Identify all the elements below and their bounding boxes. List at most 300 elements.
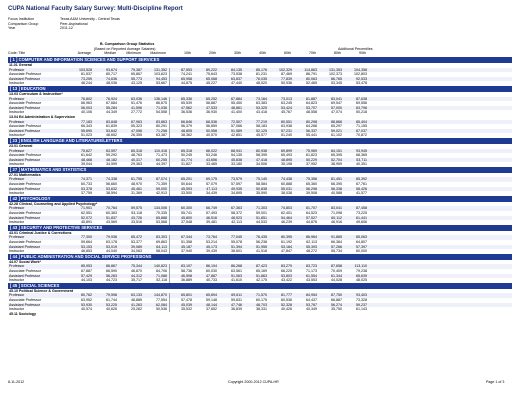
salary-cell: 53,930 [81,302,92,307]
salary-cell: 55,284 [106,105,117,110]
salary-cell: 85,953 [81,264,92,269]
column-label: 90th [359,51,366,56]
salary-cell: 37,952 [306,162,317,167]
salary-cell: 55,393 [306,244,317,249]
salary-cell: 86,964 [306,235,317,240]
rank-label: Assistant Professor [9,128,40,133]
discipline-title: 45.11 Sociology [9,311,36,316]
column-label: 40th [259,51,266,56]
salary-cell: 77,045 [231,235,242,240]
salary-cell: 75,140 [256,177,267,182]
salary-cell: 55,741 [169,211,194,216]
salary-cell: 76,802 [81,96,92,101]
column-header [8,42,512,56]
salary-cell: 25,262 [131,307,142,312]
salary-cell: 50,536 [156,307,167,312]
salary-cell: 61,744 [106,297,117,302]
salary-cell: 34,895 [231,191,242,196]
salary-cell: 47,533 [206,105,217,110]
salary-cell: 47,562 [169,106,194,111]
salary-cell: 53,667 [156,81,167,86]
salary-cell: 40,317 [131,157,142,162]
salary-cell: 83,279 [281,264,292,269]
section-header: [ 45 ] SOCIAL SCIENCES [8,283,512,289]
salary-cell: 63,383 [256,101,267,106]
rank-label: Professor [9,264,25,269]
salary-cell: 65,252 [206,96,217,101]
salary-cell: 81,777 [281,293,292,298]
salary-cell: 40,426 [281,307,292,312]
meta-key: Year [8,26,16,31]
salary-cell: 55,690 [81,128,92,133]
salary-cell: 39,508 [306,191,317,196]
salary-cell: 56,274 [331,302,342,307]
salary-cell: 79,598 [106,293,117,298]
salary-cell: 87,469 [281,72,292,77]
salary-cell: 85,176 [256,67,267,72]
salary-cell: 48,558 [306,110,317,115]
salary-cell: 89,222 [206,67,217,72]
meta-value: 2011-12 [60,26,73,31]
meta-key: Comparison Group [8,21,39,26]
rank-label: Assistant Professor [9,244,40,249]
salary-cell: 79,387 [131,67,142,72]
salary-cell: 80,762 [81,293,92,298]
rank-label: Professor [9,177,25,182]
salary-cell: 45,187 [169,245,194,250]
salary-cell: 48,520 [256,81,267,86]
salary-cell: 53,377 [131,240,142,244]
salary-cell: 48,523 [231,215,242,220]
salary-cell: 45,173 [206,244,217,249]
salary-cell: 45,593 [169,187,194,192]
rank-label: Assistant Professor [9,215,40,220]
salary-cell: 63,796 [356,105,367,110]
salary-cell: 65,888 [156,215,167,220]
salary-cell: 144,870 [154,293,167,298]
salary-cell: 55,773 [131,76,142,81]
salary-cell: 53,118 [131,211,142,216]
column-label: Maximum [150,51,166,56]
salary-cell: 65,318 [131,148,142,153]
salary-cell: 47,113 [206,186,217,191]
salary-cell: 41,774 [169,158,194,163]
discipline-title: 43.01 Criminal Justice & Corrections [9,230,72,235]
column-label: Average [77,51,91,56]
salary-cell: 57,397 [356,244,367,249]
salary-cell: 56,379 [169,124,194,129]
salary-cell: 86,104 [206,264,217,269]
salary-cell: 52,118 [156,278,167,283]
salary-cell: 77,300 [81,235,92,240]
salary-cell: 38,331 [256,307,267,312]
discipline-title: 13.04 Ed Administration & Supervision [9,114,75,119]
footer-date: 8-11-2012 [8,380,25,384]
salary-cell: 80,298 [306,119,317,124]
salary-cell: 62,113 [306,240,317,244]
salary-cell: 44,723 [106,278,117,283]
salary-cell: 77,554 [156,297,167,302]
salary-cell: 40,349 [306,307,317,312]
salary-cell: 38,038 [281,191,292,196]
salary-cell: 134,006 [154,206,167,211]
salary-cell: 68,536 [206,119,217,124]
salary-cell: 113,110 [354,264,367,269]
salary-cell: 49,606 [356,220,367,225]
salary-cell: 65,169 [256,268,267,273]
salary-cell: 47,746 [231,302,242,307]
salary-cell: 91,865 [331,235,342,240]
salary-cell: 54,464 [281,215,292,220]
rank-label: Instructor [9,162,24,167]
salary-cell: 35,532 [169,307,194,312]
salary-cell: 33,500 [169,191,194,196]
footer-copyright: Copyright 2000-2012 CUPA-HR [228,380,279,384]
salary-cell: 45,838 [231,157,242,162]
salary-cell: 63,178 [106,240,117,244]
salary-cell: 80,063 [306,76,317,81]
rank-label: Associate Professor [9,297,41,302]
salary-cell: 85,404 [356,119,367,124]
salary-cell: 48,036 [106,81,117,86]
salary-cell: 67,684 [106,101,117,106]
salary-cell: 63,597 [106,148,117,153]
report-title: CUPA National Faculty Salary Survey: Multi-Discipline Report [8,6,183,12]
salary-cell: 51,863 [256,273,267,278]
salary-cell: 46,853 [81,249,92,254]
column-label: 30th [234,51,241,56]
salary-cell: 47,847 [281,249,292,254]
salary-cell: 60,300 [169,206,194,211]
salary-cell: 59,148 [206,297,217,302]
salary-cell: 71,098 [331,211,342,216]
salary-cell: 57,066 [231,124,242,129]
salary-cell: 53,153 [81,244,92,249]
rank-label: Instructor [9,81,24,86]
salary-cell: 87,423 [256,264,267,269]
rank-label: Associate Professor [9,182,41,187]
salary-cell: 65,493 [281,153,292,158]
salary-cell: 40,733 [206,278,217,283]
salary-cell: 53,184 [281,244,292,249]
salary-cell: 58,584 [256,182,267,187]
salary-cell: 87,553 [169,68,194,73]
salary-cell: 61,755 [131,177,142,182]
salary-cell: 80,551 [281,119,292,124]
rank-label: Instructor [9,307,24,312]
salary-cell: 85,392 [356,177,367,182]
salary-cell: 84,706 [156,268,167,273]
salary-cell: 37,759 [81,191,92,196]
salary-cell: 56,887 [206,101,217,106]
salary-cell: 81,707 [306,206,317,211]
salary-cell: 64,437 [306,297,317,302]
salary-cell: 77,183 [81,119,92,124]
salary-cell: 50,558 [206,128,217,133]
salary-cell: 40,106 [81,110,92,115]
salary-cell: 42,851 [231,133,242,138]
salary-cell: 73,579 [231,177,242,182]
salary-cell: 59,021 [331,128,342,133]
salary-cell: 45,577 [256,133,267,138]
salary-cell: 63,938 [281,124,292,129]
column-label: 70th [309,51,316,56]
rank-label: Associate Professor [9,268,41,273]
salary-cell: 60,888 [281,182,292,187]
salary-cell: 54,135 [231,153,242,158]
salary-cell: 51,023 [81,133,92,138]
salary-cell: 53,711 [356,157,367,162]
salary-cell: 48,244 [81,81,92,86]
salary-cell: 63,387 [156,133,167,138]
column-label: 20th [209,51,216,56]
salary-cell: 71,473 [156,153,167,158]
salary-cell: 38,959 [331,162,342,167]
salary-cell: 103,528 [79,67,92,72]
salary-cell: 72,507 [231,119,242,124]
salary-cell: 73,164 [256,96,267,101]
salary-cell: 47,056 [131,128,142,133]
salary-cell: 57,000 [331,105,342,110]
salary-cell: 57,266 [331,244,342,249]
salary-cell: 70,409 [331,268,342,273]
salary-cell: 70,764 [106,206,117,211]
salary-cell: 35,717 [131,278,142,283]
salary-cell: 56,660 [106,182,117,187]
salary-cell: 51,589 [231,128,242,133]
salary-cell: 48,182 [106,157,117,162]
salary-cell: 40,588 [331,191,342,196]
salary-cell: 110,416 [154,148,167,153]
salary-cell: 50,245 [169,153,194,158]
salary-cell: 38,594 [106,191,117,196]
salary-cell: 51,240 [281,133,292,138]
salary-cell: 26,355 [131,133,142,138]
salary-cell: 66,022 [206,148,217,153]
salary-cell: 55,539 [169,101,194,106]
salary-cell: 73,328 [356,297,367,302]
salary-cell: 65,318 [169,149,194,154]
discipline-title: 23.01 General [9,143,33,148]
rank-label: Instructor [9,220,24,225]
rank-label: Assistant Professor [9,76,40,81]
salary-cell: 46,598 [169,274,194,279]
salary-cell: 71,173 [306,268,317,273]
salary-cell: 93,945 [356,148,367,153]
salary-cell: 53,803 [281,273,292,278]
salary-cell: 34,506 [256,162,267,167]
rank-label: Professor [9,96,25,101]
salary-cell: 60,255 [156,157,167,162]
salary-cell: 57,493 [206,211,217,216]
salary-cell: 53,568 [156,220,167,225]
salary-cell: 71,088 [156,273,167,278]
salary-cell: 43,569 [106,220,117,225]
salary-cell: 65,395 [331,153,342,158]
salary-cell: 74,803 [281,206,292,211]
salary-cell: 59,292 [106,153,117,158]
salary-cell: 69,556 [356,101,367,106]
rank-label: Professor [9,206,25,211]
salary-cell: 50,644 [169,182,194,187]
salary-cell: 60,000 [356,249,367,254]
salary-cell: 43,125 [131,81,142,86]
salary-cell: 50,838 [256,186,267,191]
salary-cell: 69,863 [156,240,167,244]
salary-cell: 86,268 [231,264,242,269]
salary-cell: 59,237 [356,302,367,307]
salary-cell: 56,298 [306,186,317,191]
salary-cell: 65,201 [169,177,194,182]
rank-label: Professor [9,148,25,153]
salary-cell: 83,197 [169,264,194,269]
salary-cell: 61,192 [281,240,292,244]
section-header: [ 44 ] PUBLIC ADMINISTRATION AND SOCIAL SERVICE PROFESSIONS [8,254,512,260]
salary-cell: 67,363 [231,206,242,211]
salary-cell: 66,395 [331,182,342,187]
salary-cell: 46,239 [281,220,292,225]
salary-cell: 71,258 [156,128,167,133]
salary-cell: 43,726 [131,215,142,220]
rank-label: Professor [9,67,25,72]
salary-cell: 43,656 [206,157,217,162]
salary-cell: 53,632 [106,186,117,191]
salary-cell: 36,930 [206,110,217,115]
salary-cell: 35,198 [281,162,292,167]
salary-cell: 45,039 [169,303,194,308]
salary-cell: 44,040 [106,249,117,254]
salary-cell: 52,465 [306,81,317,86]
salary-cell: 71,155 [356,124,367,129]
salary-cell: 45,227 [206,81,217,86]
salary-cell: 65,068 [206,76,217,81]
salary-cell: 102,803 [354,72,367,77]
salary-cell: 44,397 [156,162,167,167]
salary-cell: 36,839 [231,307,242,312]
salary-cell: 38,362 [169,133,194,138]
salary-cell: 67,037 [356,128,367,133]
salary-cell: 66,225 [281,268,292,273]
rank-label: Associate Professor [9,124,41,129]
salary-cell: 80,291 [156,124,167,129]
salary-cell: 63,036 [131,96,142,101]
salary-cell: 73,764 [206,235,217,240]
salary-cell: 65,297 [331,124,342,129]
salary-cell: 50,936 [281,81,292,86]
salary-cell: 56,003 [81,105,92,110]
salary-cell: 76,924 [106,96,117,101]
salary-cell: 77,219 [256,119,267,124]
rank-label: Professor [9,119,25,124]
salary-cell: 65,801 [169,293,194,298]
salary-cell: 86,791 [306,72,317,77]
section-header: [ 43 ] SECURITY AND PROTECTIVE SERVICES [8,225,512,231]
salary-cell: 29,363 [131,162,142,167]
salary-cell: 58,372 [231,211,242,216]
section-header: [ 23 ] ENGLISH LANGUAGE AND LITERATURE/LETTERS [8,138,512,144]
salary-cell: 61,823 [306,153,317,158]
rank-label: Assistant Professor [9,186,40,191]
salary-cell: 67,887 [81,268,92,273]
salary-cell: 93,403 [356,293,367,298]
salary-cell: 57,429 [81,273,92,278]
salary-cell: 41,263 [131,302,142,307]
salary-cell: 83,848 [106,119,117,124]
salary-cell: 71,570 [256,293,267,298]
salary-cell: 68,365 [356,153,367,158]
salary-cell: 70,872 [356,133,367,138]
additional-percentiles-label: Additional Percentiles [338,46,373,51]
salary-cell: 55,450 [231,101,242,106]
salary-cell: 40,574 [81,307,92,312]
salary-cell: 81,537 [81,72,92,77]
salary-cell: 51,476 [131,101,142,106]
salary-cell: 79,238 [356,268,367,273]
column-label: 10th [184,51,191,56]
salary-cell: 39,439 [206,249,217,254]
salary-cell: 77,839 [281,76,292,81]
salary-cell: 48,144 [206,302,217,307]
salary-cell: 94,453 [156,76,167,81]
meta-value: Texas A&M University - Central Texas [60,17,120,21]
column-label: 80th [334,51,341,56]
salary-cell: 102,329 [279,67,292,72]
salary-cell: 53,424 [281,105,292,110]
salary-cell: 75,356 [306,177,317,182]
salary-cell: 59,831 [231,297,242,302]
salary-cell: 40,570 [206,133,217,138]
salary-cell: 69,899 [281,148,292,153]
salary-cell: 51,837 [106,215,117,220]
salary-cell: 60,112 [331,215,342,220]
salary-cell: 44,876 [306,220,317,225]
salary-cell: 86,867 [106,264,117,269]
salary-cell: 47,887 [206,273,217,278]
rank-label: Assistant Professor [9,273,40,278]
salary-cell: 31,827 [169,162,194,167]
salary-cell: 33,180 [231,162,242,167]
salary-cell: 79,936 [106,235,117,240]
salary-cell: 84,151 [331,148,342,153]
salary-cell: 53,478 [356,81,367,86]
salary-cell: 43,553 [306,278,317,283]
salary-cell: 85,063 [356,235,367,240]
salary-cell: 41,577 [356,191,367,196]
salary-cell: 104,358 [354,67,367,72]
salary-cell: 44,028 [331,278,342,283]
salary-cell: 53,707 [306,105,317,110]
salary-cell: 55,031 [281,186,292,191]
salary-cell: 81,231 [256,72,267,77]
salary-cell: 71,359 [156,182,167,187]
salary-cell: 136,146 [154,96,167,101]
rank-label: Assistant Professor [9,105,40,110]
salary-cell: 38,601 [231,249,242,254]
salary-cell: 92,533 [356,76,367,81]
salary-cell: 62,551 [81,211,92,216]
salary-cell: 63,952 [81,297,92,302]
section-header: [ 27 ] MATHEMATICS AND STATISTICS [8,167,512,173]
salary-cell: 48,885 [131,297,142,302]
salary-cell: 44,312 [131,273,142,278]
salary-cell: 60,363 [106,211,117,216]
salary-cell: 75,344 [131,264,142,269]
salary-cell: 55,078 [231,240,242,244]
salary-cell: 81,887 [306,96,317,101]
salary-cell: 63,133 [131,293,142,298]
salary-cell: 59,000 [156,186,167,191]
salary-cell: 74,636 [106,76,117,81]
